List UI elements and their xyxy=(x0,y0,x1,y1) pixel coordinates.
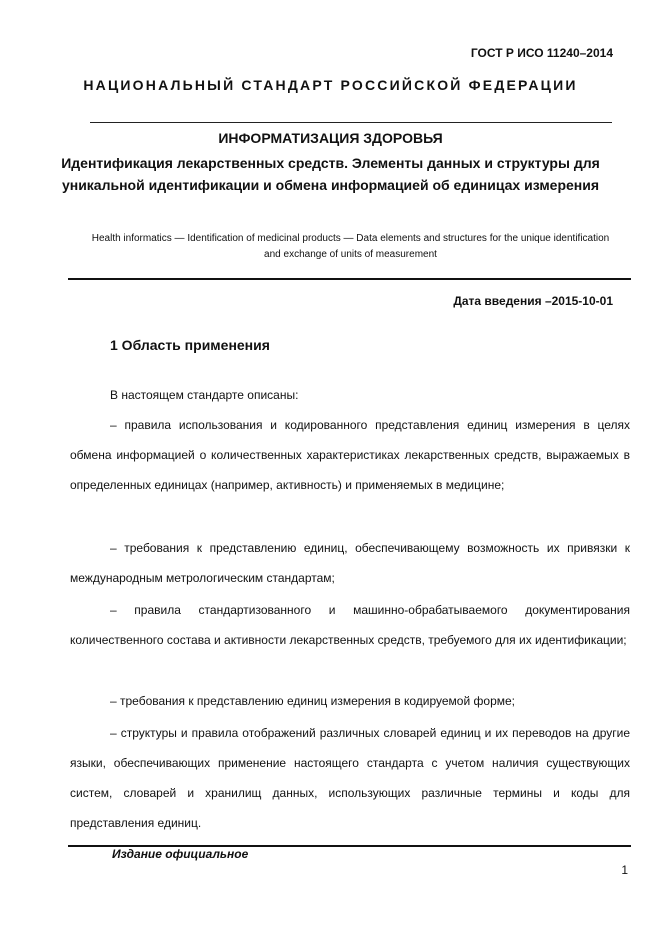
divider-top xyxy=(90,122,612,123)
section-paragraph: – правила использования и кодированного представления единиц измерения в целях обмена информацией о количественных характеристиках лекарственных средств, выражаемых в определенных единицах (например, активность) и применяемых в медицине; xyxy=(70,418,630,492)
section-paragraph: – правила стандартизованного и машинно-обрабатываемого документирования количественного состава и активности лекарственных средств, требуемого для их идентификации; xyxy=(70,603,630,647)
english-title: Health informatics — Identification of medicinal products — Data elements and structures for the unique identification and exchange of units of measurement xyxy=(91,233,610,260)
national-standard-heading: НАЦИОНАЛЬНЫЙ СТАНДАРТ РОССИЙСКОЙ ФЕДЕРАЦИИ xyxy=(83,77,578,93)
section-paragraph: – требования к представлению единиц, обеспечивающему возможность их привязки к международным метрологическим стандартам; xyxy=(70,541,630,585)
introduction-date: Дата введения –2015-10-01 xyxy=(453,294,613,308)
document-title: ИНФОРМАТИЗАЦИЯ ЗДОРОВЬЯ xyxy=(218,130,443,146)
standard-code: ГОСТ Р ИСО 11240–2014 xyxy=(470,46,613,60)
section-paragraph: – требования к представлению единиц измерения в кодируемой форме; xyxy=(110,694,515,708)
document-subtitle: Идентификация лекарственных средств. Элементы данных и структуры для уникальной идентификации и обмена информацией об единицах измерения xyxy=(61,155,600,193)
divider-thick xyxy=(68,278,631,280)
page-number: 1 xyxy=(621,863,628,877)
edition-label: Издание официальное xyxy=(112,847,249,861)
section-heading: 1 Область применения xyxy=(110,337,270,353)
section-paragraph: – структуры и правила отображений различных словарей единиц и их переводов на другие языки, обеспечивающих применение настоящего стандарта с учетом наличия существующих систем, словарей и хранилищ данных, использующих различные термины и коды для представления единиц. xyxy=(70,726,630,830)
section-paragraph: В настоящем стандарте описаны: xyxy=(110,388,299,402)
